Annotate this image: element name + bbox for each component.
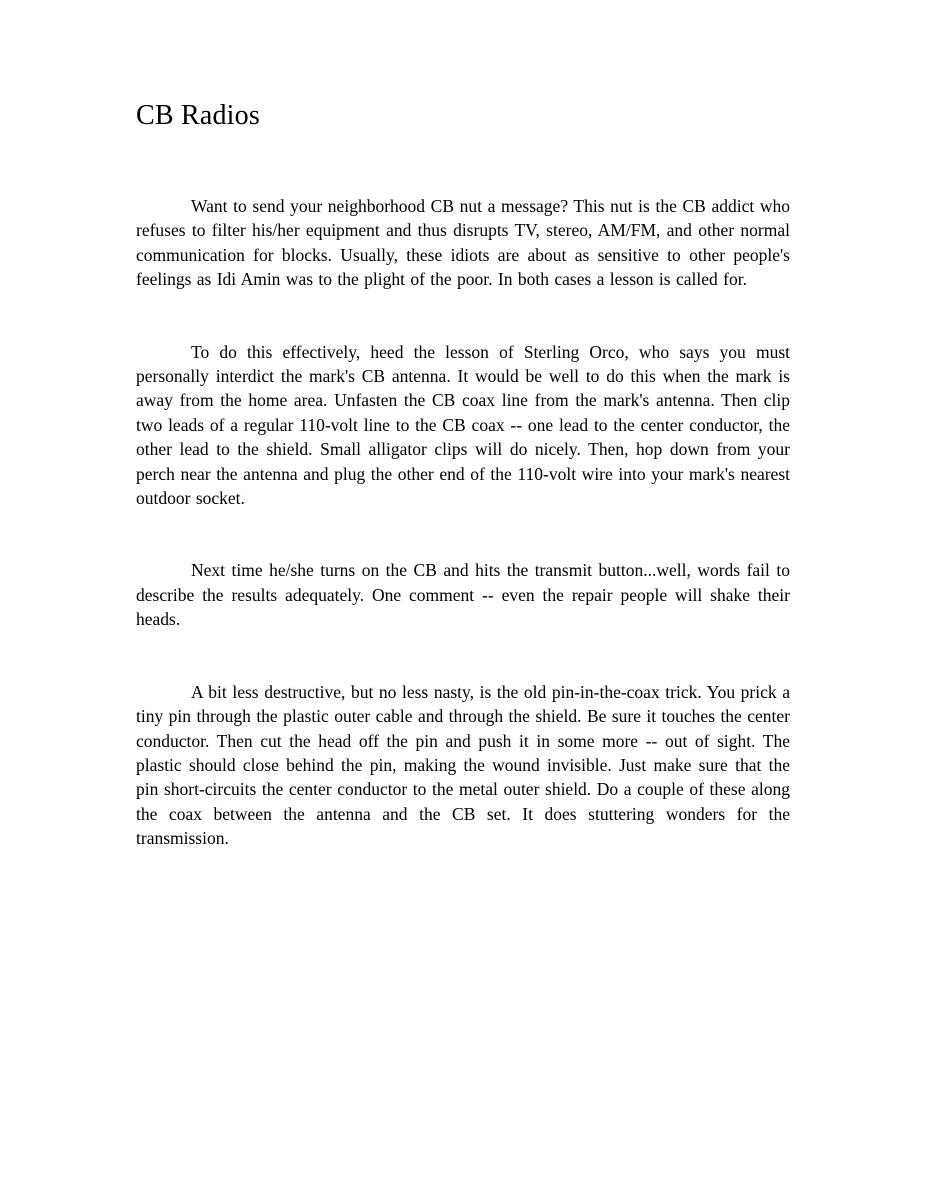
page-title: CB Radios [136,100,260,131]
paragraph-4: A bit less destructive, but no less nasty, is the old pin-in-the-coax trick. You prick a tiny pin through the plastic outer cable and through the shield. Be sure it touches the center conductor. Then cut the head off the pin and push it in some more -- out of sight. The plastic should close behind the pin, making the wound invisible. Just make sure that the pin short-circuits the center conductor to the metal outer shield. Do a couple of these along the coax between the antenna and the CB set. It does stuttering wonders for the transmission. [136,681,790,849]
paragraph-2: To do this effectively, heed the lesson of Sterling Orco, who says you must personally interdict the mark's CB antenna. It would be well to do this when the mark is away from the home area. Unfasten the CB coax line from the mark's antenna. Then clip two leads of a regular 110-volt line to the CB coax -- one lead to the center conductor, the other lead to the shield. Small alligator clips will do nicely. Then, hop down from your perch near the antenna and plug the other end of the 110-volt wire into your mark's nearest outdoor socket. [136,341,790,509]
paragraph-3: Next time he/she turns on the CB and hits the transmit button...well, words fail to describe the results adequately. One comment -- even the repair people will shake their heads. [136,560,790,630]
paragraph-1: Want to send your neighborhood CB nut a message? This nut is the CB addict who refuses to filter his/her equipment and thus disrupts TV, stereo, AM/FM, and other normal communication for blocks. Usually, these idiots are about as sensitive to other people's feelings as Idi Amin was to the plight of the poor. In both cases a lesson is called for. [136,196,790,290]
